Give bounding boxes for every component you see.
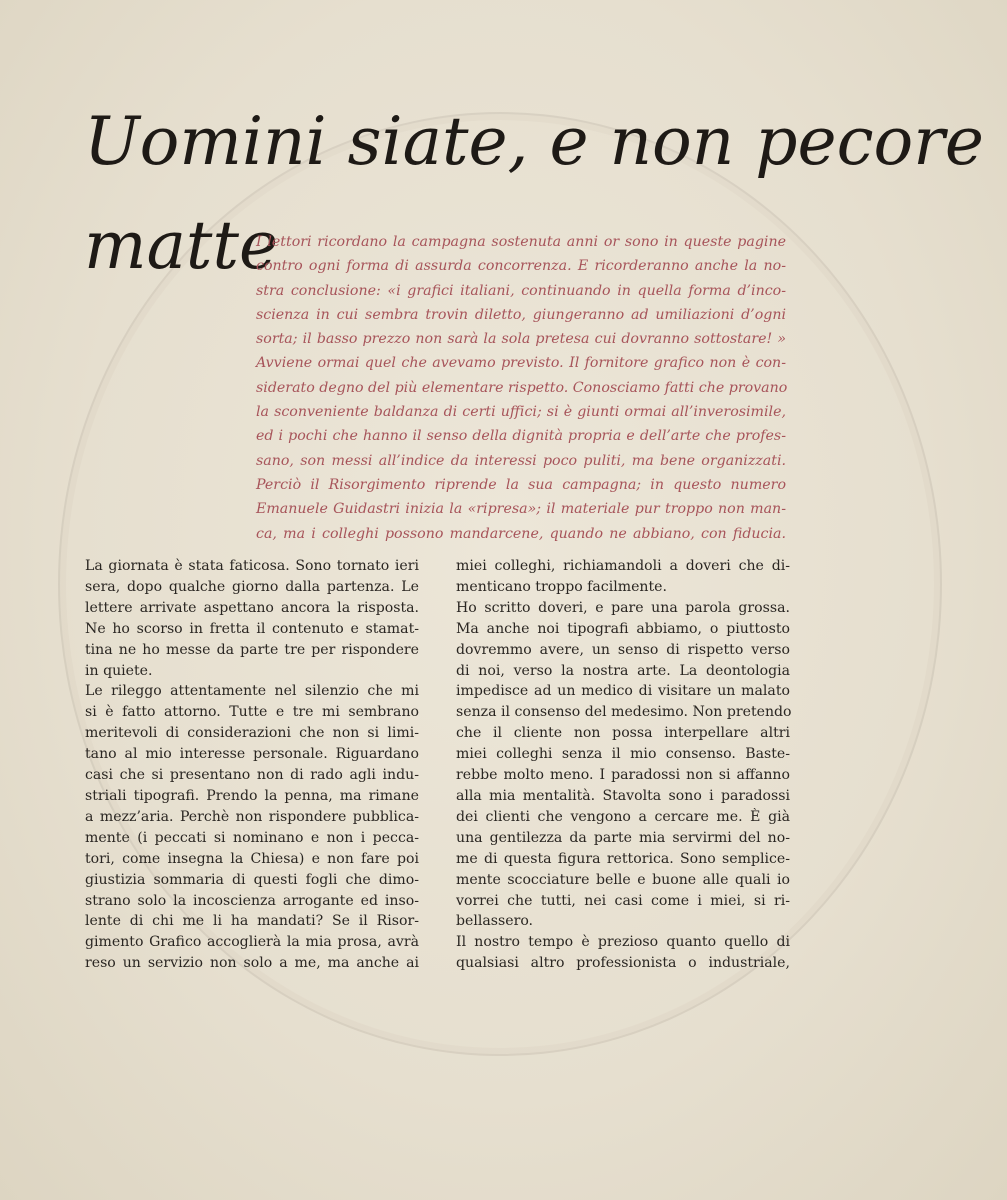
- body-line: La giornata è stata faticosa. Sono tornato ieri: [85, 558, 419, 574]
- intro-line: ca, ma i colleghi possono mandarcene, quando ne abbiano, con fiducia.: [256, 525, 786, 542]
- body-line: tano al mio interesse personale. Riguardano: [85, 746, 419, 763]
- body-line: dovremmo avere, un senso di rispetto verso: [456, 641, 790, 658]
- body-line: bellassero.: [456, 913, 534, 930]
- body-line: miei colleghi senza il mio consenso. Baste-: [456, 746, 790, 763]
- body-column-right: [456, 556, 790, 974]
- body-line: lettere arrivate aspettano ancora la risposta.: [85, 599, 419, 616]
- body-line: menticano troppo facilmente.: [456, 578, 667, 595]
- intro-line: stra conclusione: «i grafici italiani, continuando in quella forma d’inco-: [256, 282, 786, 299]
- body-line: tori, come insegna la Chiesa) e non fare poi: [85, 850, 419, 867]
- body-line: che il cliente non possa interpellare altri: [456, 725, 790, 742]
- intro-line: scienza in cui sembra trovin diletto, giungeranno ad umiliazioni d’ogni: [256, 306, 786, 323]
- intro-line: ed i pochi che hanno il senso della dignità propria e dell’arte che profes-: [256, 428, 786, 445]
- body-line: qualsiasi altro professionista o industriale,: [456, 955, 790, 972]
- body-line: striali tipografi. Prendo la penna, ma rimane: [85, 787, 419, 804]
- body-line: reso un servizio non solo a me, ma anche ai: [85, 955, 419, 972]
- title-line-2: matte: [84, 207, 279, 284]
- body-line: Ne ho scorso in fretta il contenuto e stamat-: [85, 620, 419, 637]
- body-line: giustizia sommaria di questi fogli che dimo-: [85, 871, 419, 888]
- body-line: senza il consenso del medesimo. Non pretendo: [456, 704, 792, 721]
- body-line: di noi, verso la nostra arte. La deontologia: [456, 662, 790, 679]
- intro-line: sano, son messi all’indice da interessi poco puliti, ma bene organizzati.: [256, 452, 786, 469]
- body-line: miei colleghi, richiamandoli a doveri che di-: [456, 558, 790, 574]
- body-line: gimento Grafico accoglierà la mia prosa, avrà: [85, 934, 419, 951]
- body-line: impedisce ad un medico di visitare un malato: [456, 683, 790, 700]
- body-column-left: [85, 556, 419, 974]
- body-line: me di questa figura rettorica. Sono semplice-: [456, 850, 790, 867]
- body-line: Le rileggo attentamente nel silenzio che mi: [85, 683, 419, 700]
- body-line: a mezz’aria. Perchè non rispondere pubblica-: [85, 808, 419, 825]
- intro-line: siderato degno del più elementare rispetto. Conosciamo fatti che provano: [256, 379, 788, 396]
- body-line: una gentilezza da parte mia servirmi del no-: [456, 829, 790, 846]
- body-line: Ma anche noi tipografi abbiamo, o piuttosto: [456, 620, 790, 637]
- body-line: sera, dopo qualche giorno dalla partenza. Le: [85, 578, 419, 595]
- intro-line: I lettori ricordano la campagna sostenuta anni or sono in queste pagine: [256, 234, 786, 250]
- body-line: mente (i peccati si nominano e non i pecca-: [85, 829, 419, 846]
- body-line: mente scocciature belle e buone alle quali io: [456, 871, 790, 888]
- intro-line: sorta; il basso prezzo non sarà la sola pretesa cui dovranno sottostare! »: [256, 331, 786, 348]
- body-line: casi che si presentano non di rado agli indu-: [85, 767, 419, 784]
- intro-line: Avviene ormai quel che avevamo previsto. Il fornitore grafico non è con-: [256, 355, 786, 372]
- body-line: dei clienti che vengono a cercare me. È già: [456, 808, 790, 825]
- body-line: lente di chi me li ha mandati? Se il Risor-: [85, 913, 419, 930]
- body-line: si è fatto attorno. Tutte e tre mi sembrano: [85, 704, 419, 721]
- body-line: in quiete.: [85, 662, 153, 679]
- intro-line: Perciò il Risorgimento riprende la sua campagna; in questo numero: [256, 476, 786, 493]
- intro-paragraph: [256, 230, 786, 546]
- title-line-1: Uomini siate, e non pecore: [84, 103, 984, 180]
- body-line: Il nostro tempo è prezioso quanto quello di: [456, 934, 790, 951]
- body-line: alla mia mentalità. Stavolta sono i paradossi: [456, 787, 790, 804]
- intro-line: la sconveniente baldanza di certi uffici; si è giunti ormai all’inverosimile,: [256, 404, 786, 421]
- body-line: tina ne ho messe da parte tre per rispondere: [85, 641, 419, 658]
- intro-line: Emanuele Guidastri inizia la «ripresa»; il materiale pur troppo non man-: [256, 501, 786, 518]
- body-line: vorrei che tutti, nei casi come i miei, si ri-: [456, 892, 790, 909]
- body-line: Ho scritto doveri, e pare una parola grossa.: [456, 599, 790, 616]
- body-line: rebbe molto meno. I paradossi non si affanno: [456, 767, 790, 784]
- body-line: meritevoli di considerazioni che non si limi-: [85, 725, 419, 742]
- body-line: strano solo la incoscienza arrogante ed inso-: [85, 892, 419, 909]
- intro-line: contro ogni forma di assurda concorrenza. E ricorderanno anche la no-: [256, 258, 786, 275]
